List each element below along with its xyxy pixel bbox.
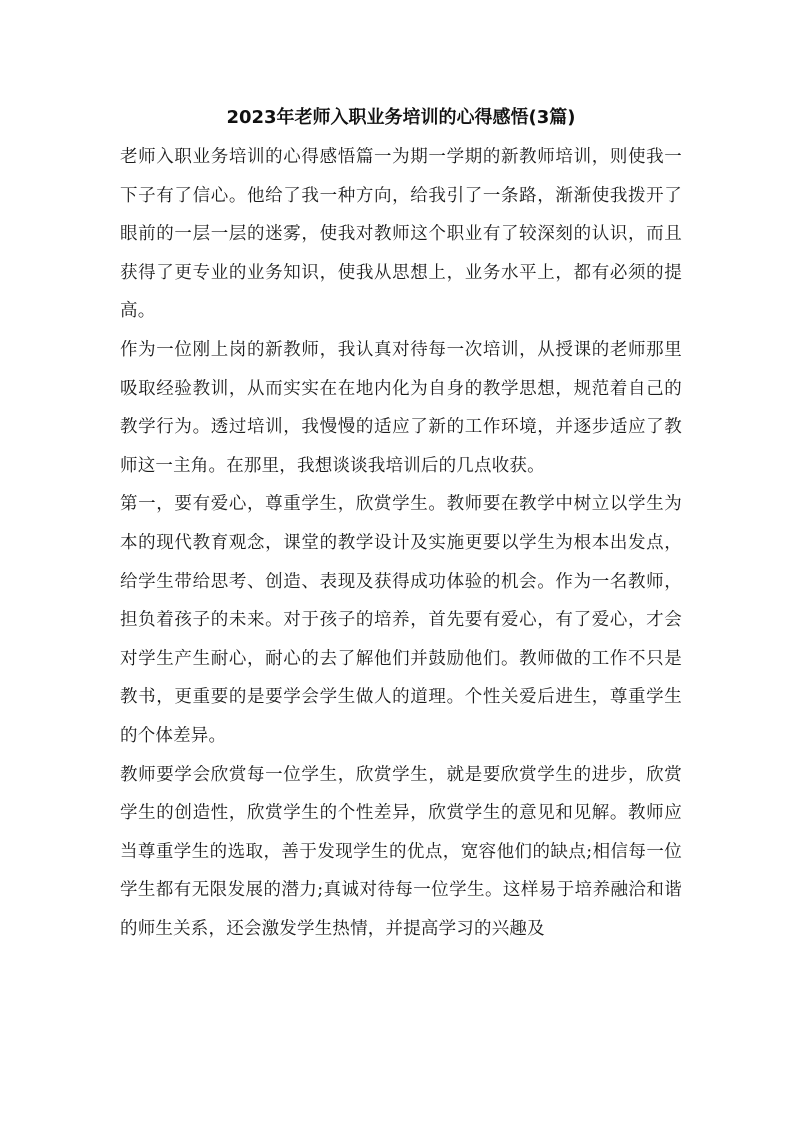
document-title: 2023年老师入职业务培训的心得感悟(3篇) — [226, 107, 576, 128]
document-page — [120, 100, 682, 948]
paragraph-3: 第一，要有爱心，尊重学生，欣赏学生。教师要在教学中树立以学生为本的现代教育观念，课堂的教学设计及实施更要以学生为根本出发点，给学生带给思考、创造、表现及获得成功体验的机会。作为一名教师，担负着孩子的未来。对于孩子的培养，首先要有爱心，有了爱心，才会对学生产生耐心，耐心的去了解他们并鼓励他们。教师做的工作不只是教书，更重要的是要学会学生做人的道理。个性关爱后进生，尊重学生的个体差异。 — [120, 494, 682, 746]
paragraph-4: 教师要学会欣赏每一位学生，欣赏学生，就是要欣赏学生的进步，欣赏学生的创造性，欣赏学生的个性差异，欣赏学生的意见和见解。教师应当尊重学生的选取，善于发现学生的优点，宽容他们的缺点;相信每一位学生都有无限发展的潜力;真诚对待每一位学生。这样易于培养融洽和谐的师生关系，还会激发学生热情，并提高学习的兴趣及 — [120, 764, 682, 939]
paragraph-2: 作为一位刚上岗的新教师，我认真对待每一次培训，从授课的老师那里吸取经验教训，从而实实在在地内化为自身的教学思想，规范着自己的教学行为。透过培训，我慢慢的适应了新的工作环境，并逐步适应了教师这一主角。在那里，我想谈谈我培训后的几点收获。 — [120, 339, 682, 476]
paragraph-1: 老师入职业务培训的心得感悟篇一为期一学期的新教师培训，则使我一下子有了信心。他给了我一种方向，给我引了一条路，渐渐使我拨开了眼前的一层一层的迷雾，使我对教师这个职业有了较深刻的认识，而且获得了更专业的业务知识，使我从思想上，业务水平上，都有必须的提高。 — [120, 147, 682, 322]
